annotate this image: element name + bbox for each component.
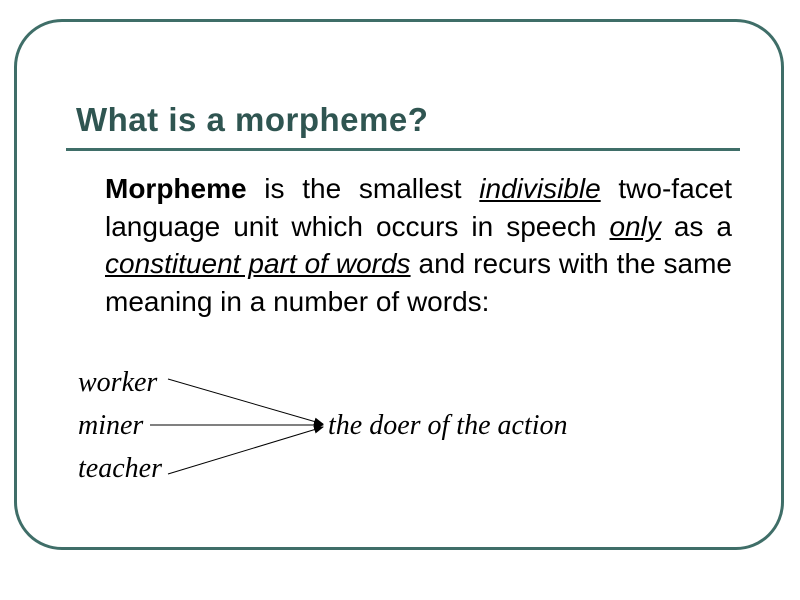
emphasis-only: only: [609, 210, 661, 242]
meaning-label: the doer of the action: [328, 410, 568, 441]
slide-title: What is a morpheme?: [76, 101, 429, 138]
paragraph-text-2: two-facet language unit which occurs in speech: [105, 173, 733, 242]
title-underline: [66, 148, 740, 151]
paragraph-text-3: as a: [660, 210, 732, 242]
example-word-miner: miner: [78, 410, 144, 441]
paragraph-text-1: is the smallest: [246, 173, 480, 204]
emphasis-constituent-part: constituent part of words: [105, 248, 411, 279]
definition-paragraph: [105, 170, 732, 320]
example-word-teacher: teacher: [78, 453, 162, 484]
paragraph-text-4: and recurs with the same meaning in a number of words:: [105, 248, 733, 317]
example-word-worker: worker: [78, 367, 158, 398]
term-morpheme: Morpheme: [105, 173, 247, 204]
emphasis-indivisible: indivisible: [479, 173, 601, 204]
